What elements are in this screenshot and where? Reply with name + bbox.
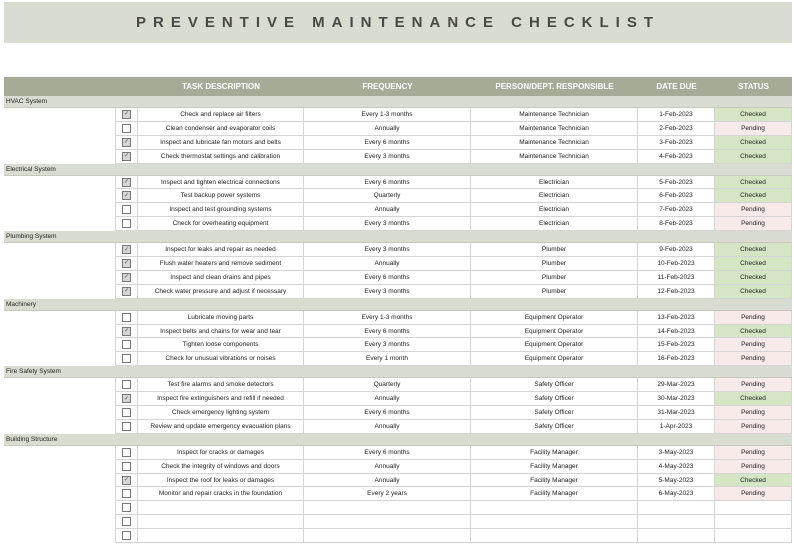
table-row xyxy=(4,501,792,515)
frequency-cell[interactable]: Quarterly xyxy=(304,189,471,203)
check-icon: ✓ xyxy=(123,328,130,335)
status-cell[interactable]: Pending xyxy=(715,406,792,420)
responsible-cell[interactable]: Safety Officer xyxy=(471,378,638,392)
task-checkbox[interactable] xyxy=(122,517,131,526)
status-cell[interactable] xyxy=(715,529,792,543)
frequency-cell[interactable]: Annually xyxy=(304,122,471,136)
task-cell[interactable] xyxy=(138,501,304,515)
section-header: Electrical System xyxy=(4,164,792,176)
date-due-cell[interactable]: 15-Feb-2023 xyxy=(638,338,715,352)
status-cell[interactable]: Checked xyxy=(715,285,792,299)
task-checkbox[interactable] xyxy=(122,152,131,161)
frequency-cell[interactable]: Every 6 months xyxy=(304,446,471,460)
date-due-cell[interactable]: 1-Apr-2023 xyxy=(638,420,715,434)
task-cell[interactable]: Check emergency lighting system xyxy=(138,406,304,420)
header-date-due: DATE DUE xyxy=(656,82,697,91)
frequency-cell[interactable]: Quarterly xyxy=(304,378,471,392)
responsible-cell[interactable]: Equipment Operator xyxy=(471,311,638,325)
date-due-cell[interactable]: 13-Feb-2023 xyxy=(638,311,715,325)
responsible-cell[interactable]: Electrician xyxy=(471,203,638,217)
status-cell[interactable]: Pending xyxy=(715,460,792,474)
status-cell[interactable]: Checked xyxy=(715,189,792,203)
page-title: PREVENTIVE MAINTENANCE CHECKLIST xyxy=(135,14,661,31)
table-row xyxy=(4,243,792,257)
task-cell[interactable]: Test fire alarms and smoke detectors xyxy=(138,378,304,392)
date-due-cell[interactable]: 7-Feb-2023 xyxy=(638,203,715,217)
task-checkbox[interactable] xyxy=(122,327,131,336)
responsible-cell[interactable]: Plumber xyxy=(471,257,638,271)
date-due-cell[interactable]: 4-Feb-2023 xyxy=(638,150,715,164)
frequency-cell[interactable]: Every 1-3 months xyxy=(304,108,471,122)
check-icon: ✓ xyxy=(123,153,130,160)
responsible-cell[interactable]: Electrician xyxy=(471,217,638,231)
status-cell[interactable] xyxy=(715,515,792,529)
task-checkbox[interactable] xyxy=(122,219,131,228)
check-icon: ✓ xyxy=(123,192,130,199)
task-cell[interactable]: Check for overheating equipment xyxy=(138,217,304,231)
date-due-cell[interactable]: 6-May-2023 xyxy=(638,487,715,501)
frequency-cell[interactable]: Annually xyxy=(304,203,471,217)
check-icon: ✓ xyxy=(123,260,130,267)
status-cell[interactable]: Pending xyxy=(715,311,792,325)
responsible-cell[interactable]: Maintenance Technician xyxy=(471,136,638,150)
frequency-cell[interactable]: Every 2 years xyxy=(304,487,471,501)
table-row xyxy=(4,446,792,460)
task-checkbox[interactable] xyxy=(122,448,131,457)
check-icon: ✓ xyxy=(123,274,130,281)
task-cell[interactable]: Inspect the roof for leaks or damages xyxy=(138,474,304,488)
status-cell[interactable]: Checked xyxy=(715,243,792,257)
table-row xyxy=(4,136,792,150)
task-cell[interactable]: Check water pressure and adjust if necessary xyxy=(138,285,304,299)
frequency-cell[interactable]: Annually xyxy=(304,474,471,488)
responsible-cell[interactable]: Facility Manager xyxy=(471,474,638,488)
frequency-cell[interactable]: Every 3 months xyxy=(304,338,471,352)
table-row xyxy=(4,122,792,136)
table-row xyxy=(4,203,792,217)
task-cell[interactable]: Flush water heaters and remove sediment xyxy=(138,257,304,271)
table-header xyxy=(4,77,792,96)
table-row xyxy=(4,529,792,543)
table-row xyxy=(4,311,792,325)
responsible-cell[interactable]: Safety Officer xyxy=(471,392,638,406)
task-checkbox[interactable] xyxy=(122,489,131,498)
task-checkbox[interactable] xyxy=(122,124,131,133)
status-cell[interactable]: Checked xyxy=(715,257,792,271)
status-cell[interactable]: Pending xyxy=(715,338,792,352)
task-cell[interactable]: Test backup power systems xyxy=(138,189,304,203)
task-checkbox[interactable] xyxy=(122,191,131,200)
table-row xyxy=(4,487,792,501)
check-icon: ✓ xyxy=(123,477,130,484)
task-checkbox[interactable] xyxy=(122,110,131,119)
frequency-cell[interactable]: Annually xyxy=(304,257,471,271)
table-row xyxy=(4,460,792,474)
responsible-cell[interactable]: Electrician xyxy=(471,176,638,190)
date-due-cell[interactable]: 5-Feb-2023 xyxy=(638,176,715,190)
table-row xyxy=(4,378,792,392)
responsible-cell[interactable]: Facility Manager xyxy=(471,487,638,501)
date-due-cell[interactable]: 11-Feb-2023 xyxy=(638,271,715,285)
date-due-cell[interactable]: 3-Feb-2023 xyxy=(638,136,715,150)
task-cell[interactable]: Inspect belts and chains for wear and tear xyxy=(138,325,304,339)
task-cell[interactable]: Inspect and tighten electrical connections xyxy=(138,176,304,190)
status-cell[interactable]: Pending xyxy=(715,420,792,434)
frequency-cell[interactable]: Every 3 months xyxy=(304,217,471,231)
date-due-cell[interactable] xyxy=(638,501,715,515)
section-header: Plumbing System xyxy=(4,231,792,243)
task-cell[interactable]: Inspect and test grounding systems xyxy=(138,203,304,217)
table-row xyxy=(4,515,792,529)
responsible-cell[interactable] xyxy=(471,501,638,515)
table-row xyxy=(4,338,792,352)
task-checkbox[interactable] xyxy=(122,259,131,268)
frequency-cell[interactable]: Every 6 months xyxy=(304,406,471,420)
task-checkbox[interactable] xyxy=(122,205,131,214)
check-icon: ✓ xyxy=(123,288,130,295)
task-cell[interactable] xyxy=(138,529,304,543)
table-row xyxy=(4,257,792,271)
task-cell[interactable]: Check and replace air filters xyxy=(138,108,304,122)
task-checkbox[interactable] xyxy=(122,287,131,296)
status-cell[interactable]: Pending xyxy=(715,378,792,392)
responsible-cell[interactable]: Facility Manager xyxy=(471,460,638,474)
status-cell[interactable]: Checked xyxy=(715,176,792,190)
check-icon: ✓ xyxy=(123,395,130,402)
title-banner xyxy=(4,2,792,43)
frequency-cell[interactable]: Every 1-3 months xyxy=(304,311,471,325)
status-cell[interactable]: Pending xyxy=(715,122,792,136)
task-checkbox[interactable] xyxy=(122,245,131,254)
task-cell[interactable]: Inspect for leaks and repair as needed xyxy=(138,243,304,257)
status-cell[interactable]: Checked xyxy=(715,108,792,122)
status-cell[interactable]: Checked xyxy=(715,150,792,164)
frequency-cell[interactable]: Every 6 months xyxy=(304,271,471,285)
task-cell[interactable]: Check thermostat settings and calibration xyxy=(138,150,304,164)
task-checkbox[interactable] xyxy=(122,408,131,417)
responsible-cell[interactable]: Maintenance Technician xyxy=(471,122,638,136)
task-checkbox[interactable] xyxy=(122,273,131,282)
table-row xyxy=(4,271,792,285)
responsible-cell[interactable]: Equipment Operator xyxy=(471,325,638,339)
frequency-cell[interactable] xyxy=(304,529,471,543)
section-header: Fire Safety System xyxy=(4,366,792,378)
table-row xyxy=(4,325,792,339)
task-checkbox[interactable] xyxy=(122,422,131,431)
task-cell[interactable] xyxy=(138,515,304,529)
date-due-cell[interactable]: 6-Feb-2023 xyxy=(638,189,715,203)
date-due-cell[interactable]: 12-Feb-2023 xyxy=(638,285,715,299)
table-row xyxy=(4,176,792,190)
header-status: STATUS xyxy=(738,82,769,91)
status-cell[interactable]: Checked xyxy=(715,392,792,406)
responsible-cell[interactable]: Equipment Operator xyxy=(471,338,638,352)
date-due-cell[interactable]: 30-Mar-2023 xyxy=(638,392,715,406)
date-due-cell[interactable]: 31-Mar-2023 xyxy=(638,406,715,420)
status-cell[interactable]: Pending xyxy=(715,217,792,231)
responsible-cell[interactable]: Maintenance Technician xyxy=(471,108,638,122)
status-cell[interactable]: Pending xyxy=(715,352,792,366)
frequency-cell[interactable] xyxy=(304,515,471,529)
task-cell[interactable]: Inspect fire extinguishers and refill if needed xyxy=(138,392,304,406)
date-due-cell[interactable]: 1-Feb-2023 xyxy=(638,108,715,122)
table-row xyxy=(4,150,792,164)
date-due-cell[interactable]: 4-May-2023 xyxy=(638,460,715,474)
date-due-cell[interactable]: 29-Mar-2023 xyxy=(638,378,715,392)
frequency-cell[interactable]: Every 3 months xyxy=(304,285,471,299)
check-icon: ✓ xyxy=(123,246,130,253)
responsible-cell[interactable]: Plumber xyxy=(471,271,638,285)
task-cell[interactable]: Tighten loose components xyxy=(138,338,304,352)
status-cell[interactable]: Pending xyxy=(715,203,792,217)
task-checkbox[interactable] xyxy=(122,313,131,322)
task-checkbox[interactable] xyxy=(122,340,131,349)
responsible-cell[interactable]: Plumber xyxy=(471,285,638,299)
responsible-cell[interactable]: Safety Officer xyxy=(471,406,638,420)
frequency-cell[interactable]: Every 1 month xyxy=(304,352,471,366)
task-checkbox[interactable] xyxy=(122,503,131,512)
table-row xyxy=(4,406,792,420)
frequency-cell[interactable] xyxy=(304,501,471,515)
frequency-cell[interactable]: Annually xyxy=(304,392,471,406)
frequency-cell[interactable]: Every 6 months xyxy=(304,325,471,339)
frequency-cell[interactable]: Every 6 months xyxy=(304,136,471,150)
status-cell[interactable]: Checked xyxy=(715,474,792,488)
check-icon: ✓ xyxy=(123,139,130,146)
table-row xyxy=(4,474,792,488)
responsible-cell[interactable] xyxy=(471,515,638,529)
frequency-cell[interactable]: Every 3 months xyxy=(304,243,471,257)
date-due-cell[interactable] xyxy=(638,529,715,543)
frequency-cell[interactable]: Annually xyxy=(304,460,471,474)
date-due-cell[interactable]: 2-Feb-2023 xyxy=(638,122,715,136)
check-icon: ✓ xyxy=(123,179,130,185)
frequency-cell[interactable]: Every 6 months xyxy=(304,176,471,190)
task-checkbox[interactable] xyxy=(122,178,131,187)
task-checkbox[interactable] xyxy=(122,138,131,147)
section-header: HVAC System xyxy=(4,96,792,108)
task-checkbox[interactable] xyxy=(122,462,131,471)
responsible-cell[interactable]: Maintenance Technician xyxy=(471,150,638,164)
responsible-cell[interactable]: Electrician xyxy=(471,189,638,203)
task-cell[interactable]: Inspect and lubricate fan motors and belts xyxy=(138,136,304,150)
section-header: Building Structure xyxy=(4,434,792,446)
table-row xyxy=(4,189,792,203)
table-row xyxy=(4,108,792,122)
task-cell[interactable]: Check for unusual vibrations or noises xyxy=(138,352,304,366)
task-checkbox[interactable] xyxy=(122,476,131,485)
date-due-cell[interactable]: 14-Feb-2023 xyxy=(638,325,715,339)
checklist-table xyxy=(4,77,792,543)
task-cell[interactable]: Clean condenser and evaporator coils xyxy=(138,122,304,136)
status-cell[interactable]: Pending xyxy=(715,446,792,460)
date-due-cell[interactable] xyxy=(638,515,715,529)
section-header: Machinery xyxy=(4,299,792,311)
task-cell[interactable]: Check the integrity of windows and doors xyxy=(138,460,304,474)
header-task: TASK DESCRIPTION xyxy=(181,82,261,91)
task-cell[interactable]: Lubricate moving parts xyxy=(138,311,304,325)
date-due-cell[interactable]: 5-May-2023 xyxy=(638,474,715,488)
task-cell[interactable]: Inspect and clean drains and pipes xyxy=(138,271,304,285)
responsible-cell[interactable]: Plumber xyxy=(471,243,638,257)
frequency-cell[interactable]: Every 3 months xyxy=(304,150,471,164)
responsible-cell[interactable]: Equipment Operator xyxy=(471,352,638,366)
table-row xyxy=(4,420,792,434)
status-cell[interactable]: Checked xyxy=(715,271,792,285)
responsible-cell[interactable] xyxy=(471,529,638,543)
task-cell[interactable]: Review and update emergency evacuation plans xyxy=(138,420,304,434)
frequency-cell[interactable]: Annually xyxy=(304,420,471,434)
status-cell[interactable]: Checked xyxy=(715,325,792,339)
table-body xyxy=(4,96,792,543)
task-checkbox[interactable] xyxy=(122,394,131,403)
task-checkbox[interactable] xyxy=(122,380,131,389)
table-row xyxy=(4,392,792,406)
status-cell[interactable]: Checked xyxy=(715,136,792,150)
header-responsible: PERSON/DEPT. RESPONSIBLE xyxy=(495,82,614,91)
table-row xyxy=(4,217,792,231)
responsible-cell[interactable]: Safety Officer xyxy=(471,420,638,434)
task-checkbox[interactable] xyxy=(122,531,131,540)
status-cell[interactable]: Pending xyxy=(715,487,792,501)
table-row xyxy=(4,285,792,299)
table-row xyxy=(4,352,792,366)
date-due-cell[interactable]: 9-Feb-2023 xyxy=(638,243,715,257)
date-due-cell[interactable]: 3-May-2023 xyxy=(638,446,715,460)
status-cell[interactable] xyxy=(715,501,792,515)
date-due-cell[interactable]: 8-Feb-2023 xyxy=(638,217,715,231)
date-due-cell[interactable]: 16-Feb-2023 xyxy=(638,352,715,366)
task-checkbox[interactable] xyxy=(122,354,131,363)
check-icon: ✓ xyxy=(123,111,130,118)
header-frequency: FREQUENCY xyxy=(362,82,413,91)
task-cell[interactable]: Inspect for cracks or damages xyxy=(138,446,304,460)
task-cell[interactable]: Monitor and repair cracks in the foundation xyxy=(138,487,304,501)
responsible-cell[interactable]: Facility Manager xyxy=(471,446,638,460)
date-due-cell[interactable]: 10-Feb-2023 xyxy=(638,257,715,271)
